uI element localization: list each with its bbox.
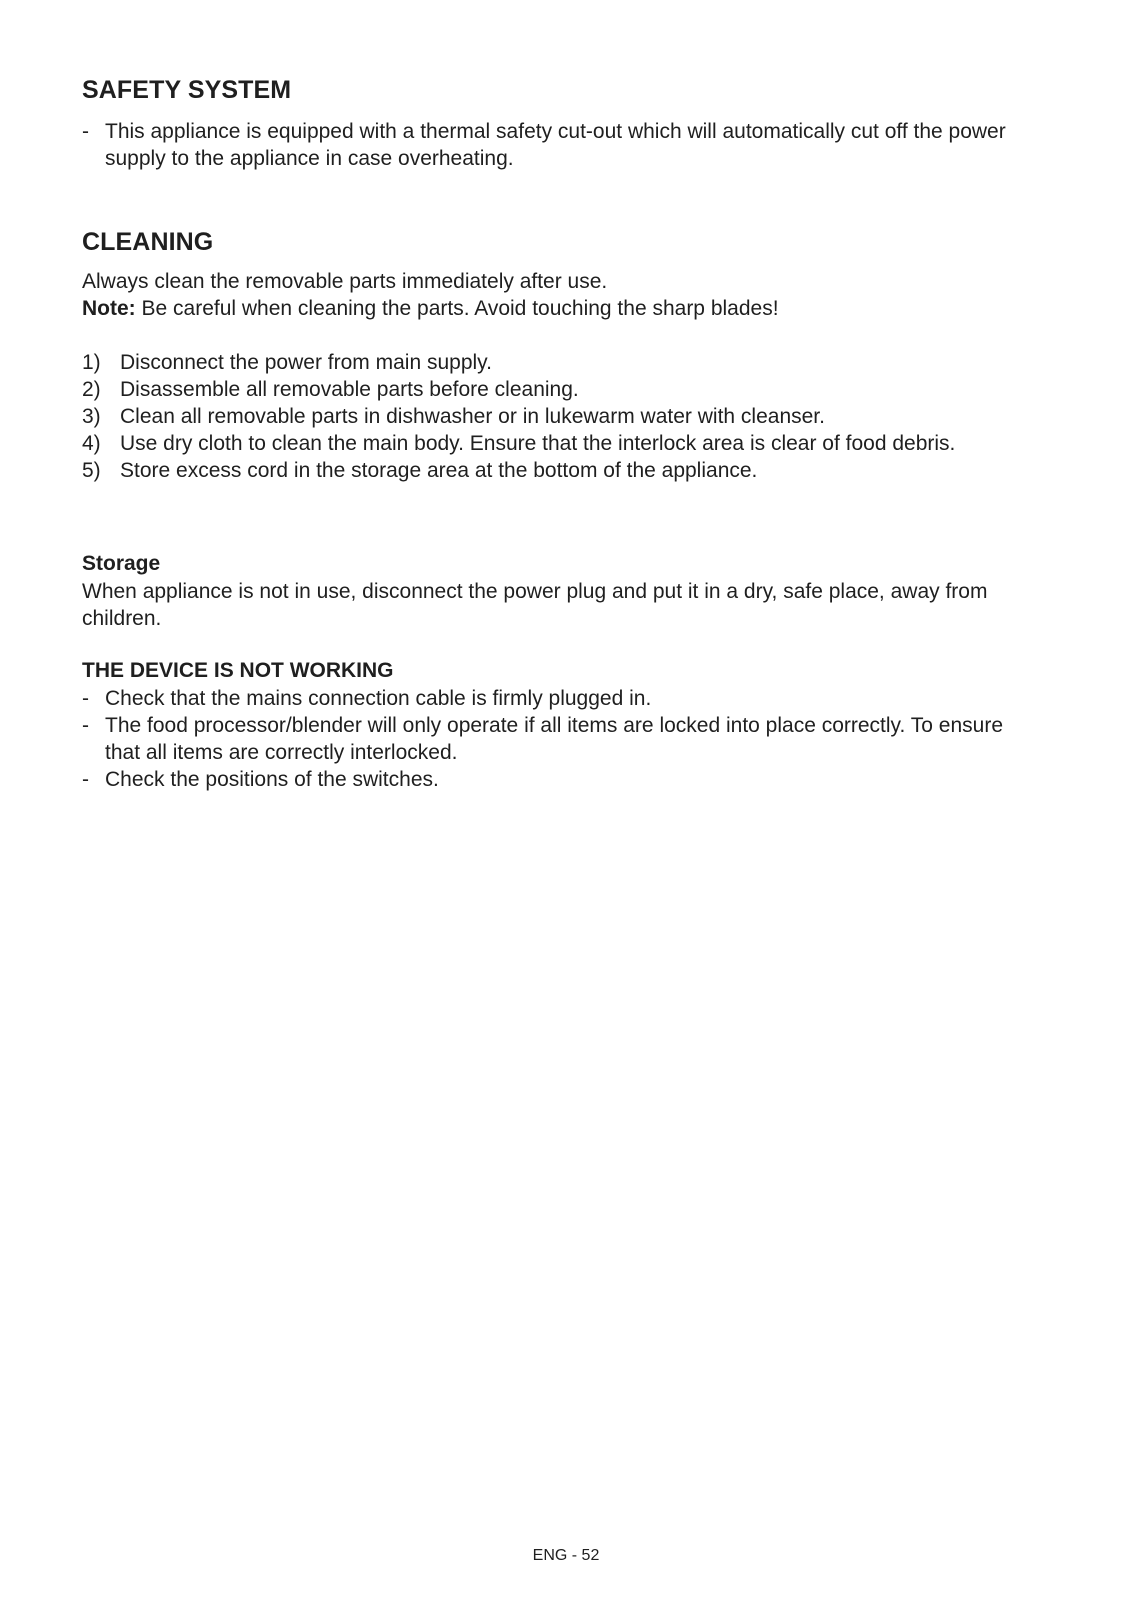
troubleshooting-list xyxy=(82,685,1042,793)
list-item xyxy=(82,457,1042,484)
list-item-text: This appliance is equipped with a thermal safety cut-out which will automatically cut off the power supply to the appliance in case overheating. xyxy=(105,120,1006,170)
step-number: 2) xyxy=(82,378,101,401)
dash-marker: - xyxy=(82,768,89,791)
dash-marker: - xyxy=(82,687,89,710)
cleaning-steps xyxy=(82,349,1042,484)
list-item xyxy=(82,349,1042,376)
safety-list xyxy=(82,118,1042,172)
manual-page xyxy=(82,72,1042,793)
safety-section xyxy=(82,72,1042,172)
storage-text: When appliance is not in use, disconnect the power plug and put it in a dry, safe place, away from children. xyxy=(82,580,988,630)
step-text: Store excess cord in the storage area at the bottom of the appliance. xyxy=(120,459,758,482)
dash-marker: - xyxy=(82,120,89,143)
step-text: Use dry cloth to clean the main body. Ensure that the interlock area is clear of food debris. xyxy=(120,432,956,455)
step-text: Clean all removable parts in dishwasher or in lukewarm water with cleanser. xyxy=(120,405,825,428)
cleaning-note xyxy=(82,295,1042,322)
list-item xyxy=(82,712,1042,766)
cleaning-heading: CLEANING xyxy=(82,228,214,256)
step-text: Disconnect the power from main supply. xyxy=(120,351,492,374)
troubleshooting-section xyxy=(82,657,1042,793)
note-text: Be careful when cleaning the parts. Avoid touching the sharp blades! xyxy=(135,297,779,320)
list-item xyxy=(82,430,1042,457)
list-item xyxy=(82,118,1042,172)
cleaning-intro: Always clean the removable parts immediately after use. xyxy=(82,270,608,293)
storage-heading: Storage xyxy=(82,552,161,575)
step-number: 1) xyxy=(82,351,101,374)
list-item-text: Check the positions of the switches. xyxy=(105,768,439,791)
step-number: 5) xyxy=(82,459,101,482)
step-text: Disassemble all removable parts before cleaning. xyxy=(120,378,579,401)
safety-heading: SAFETY SYSTEM xyxy=(82,76,292,104)
step-number: 4) xyxy=(82,432,101,455)
list-item xyxy=(82,403,1042,430)
list-item xyxy=(82,685,1042,712)
troubleshooting-heading: THE DEVICE IS NOT WORKING xyxy=(82,659,394,682)
list-item-text: The food processor/blender will only operate if all items are locked into place correctly. To ensure that all items are correctly interlocked. xyxy=(105,714,1004,764)
dash-marker: - xyxy=(82,714,89,737)
list-item xyxy=(82,376,1042,403)
note-label: Note: xyxy=(82,297,136,320)
page-number: ENG - 52 xyxy=(532,1547,600,1564)
list-item-text: Check that the mains connection cable is firmly plugged in. xyxy=(105,687,652,710)
step-number: 3) xyxy=(82,405,101,428)
cleaning-section xyxy=(82,224,1042,484)
storage-section xyxy=(82,550,1042,632)
list-item xyxy=(82,766,1042,793)
